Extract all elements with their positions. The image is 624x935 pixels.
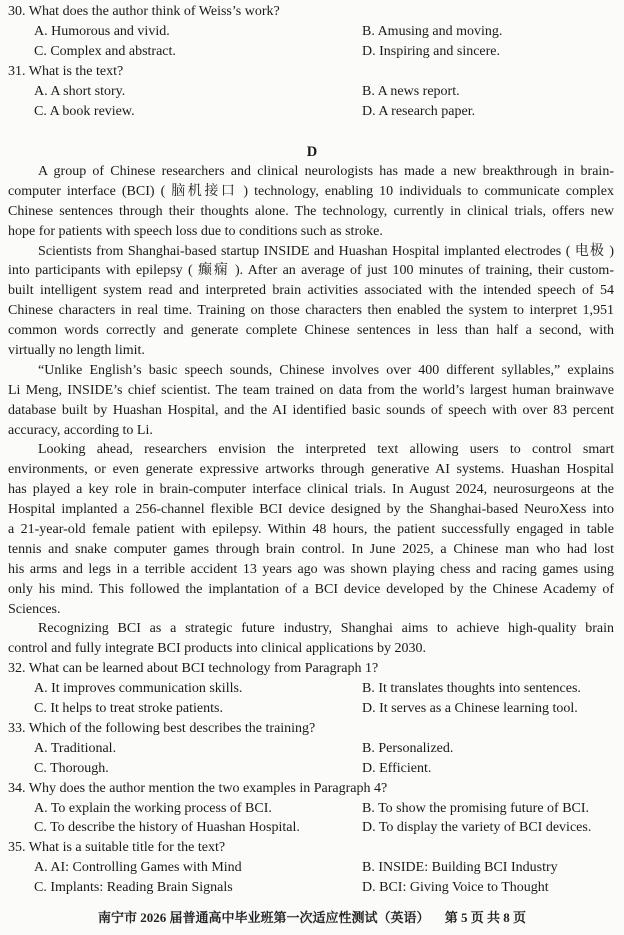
option-row	[0, 22, 624, 42]
answer-option: A. To explain the working process of BCI.	[34, 800, 272, 816]
answer-option: B. Personalized.	[362, 740, 454, 756]
passage-paragraph	[0, 440, 624, 619]
paragraph-line: Sciences.	[8, 601, 61, 617]
paragraph-line: into participants with epilepsy ( 癫痫 ). After an average of just 100 minutes of training, their custom-	[8, 263, 614, 279]
answer-option: C. It helps to treat stroke patients.	[34, 701, 223, 717]
answer-option: D. Efficient.	[362, 760, 432, 776]
paragraph-line: virtually no length limit.	[8, 343, 145, 359]
answer-option: B. A news report.	[362, 84, 460, 99]
answer-option: D. A research paper.	[362, 104, 476, 119]
answer-option: B. Amusing and moving.	[362, 24, 503, 39]
answer-option: D. Inspiring and sincere.	[362, 44, 501, 59]
paragraph-line: tennis and snake computer games through brain control. In June 2025, a Chinese man who had lost	[8, 541, 614, 557]
paragraph-line: hope for patients with speech loss due to conditions such as stroke.	[8, 223, 383, 239]
answer-option: A. A short story.	[34, 84, 126, 99]
paragraph-line: his arms and legs in a terrible accident 13 years ago was shown playing chess and racing games using	[8, 561, 614, 577]
question	[0, 779, 624, 839]
passage-paragraph	[0, 361, 624, 441]
answer-option: D. To display the variety of BCI devices.	[362, 820, 592, 836]
option-row	[0, 739, 624, 759]
option-row	[0, 102, 624, 122]
answer-option: C. Thorough.	[34, 760, 109, 776]
paragraph-line: Hospital implanted a 256-channel flexible BCI device designed by the Shanghai-based NeuroXess into	[8, 502, 614, 518]
question-stem: 30. What does the author think of Weiss’s work?	[8, 4, 280, 19]
answer-option: C. Complex and abstract.	[34, 44, 176, 59]
answer-option: A. Humorous and vivid.	[34, 24, 170, 39]
page-info: 第 5 页 共 8 页	[444, 910, 527, 925]
page-footer	[0, 908, 624, 928]
answer-option: A. It improves communication skills.	[34, 681, 243, 697]
question-stem: 31. What is the text?	[8, 64, 124, 79]
paragraph-line: control and fully integrate BCI products into clinical applications by 2030.	[8, 641, 426, 657]
paragraph-line: Scientists from Shanghai-based startup INSIDE and Huashan Hospital implanted electrodes ( 电极 )	[38, 243, 614, 259]
paragraph-line: built intelligent system read and interpreted brain activities associated with the intended speech of 54	[8, 283, 614, 299]
paragraph-line: database built by Huashan Hospital, and the AI identified basic sounds of speech with over 83 percent	[8, 402, 614, 418]
answer-option: C. Implants: Reading Brain Signals	[34, 880, 233, 896]
question	[0, 719, 624, 779]
option-row	[0, 878, 624, 898]
question	[0, 62, 624, 122]
answer-option: C. A book review.	[34, 104, 135, 119]
option-row	[0, 799, 624, 819]
answer-option: A. Traditional.	[34, 740, 117, 756]
question-stem: 35. What is a suitable title for the text?	[8, 840, 226, 856]
answer-option: D. BCI: Giving Voice to Thought	[362, 880, 549, 896]
option-row	[0, 858, 624, 878]
paragraph-line: has played a key role in brain-computer interface clinical trials. In August 2024, neurosurgeons at the	[8, 482, 614, 498]
question-stem: 34. Why does the author mention the two examples in Paragraph 4?	[8, 780, 388, 796]
option-row	[0, 818, 624, 838]
question-stem: 32. What can be learned about BCI technology from Paragraph 1?	[8, 661, 379, 677]
answer-option: B. To show the promising future of BCI.	[362, 800, 590, 816]
option-row	[0, 679, 624, 699]
question	[0, 659, 624, 719]
passage-d-and-questions	[0, 162, 624, 898]
paragraph-line: Looking ahead, researchers envision the interpreted text allowing users to control smart	[38, 442, 614, 458]
paragraph-line: Chinese characters in real time. Training on those characters then enabled the system to interpret 1,951	[8, 303, 614, 319]
answer-option: B. It translates thoughts into sentences.	[362, 681, 581, 697]
exam-title: 南宁市 2026 届普通高中毕业班第一次适应性测试（英语）	[97, 910, 430, 925]
passage-paragraph	[0, 242, 624, 361]
option-row	[0, 82, 624, 102]
paragraph-line: environments, or even generate expressive artworks through generative AI systems. Huashan Hospital	[8, 462, 614, 478]
questions-30-31	[0, 2, 624, 122]
paragraph-line: Recognizing BCI as a strategic future industry, Shanghai aims to achieve high-quality brain	[38, 621, 614, 637]
answer-option: C. To describe the history of Huashan Hospital.	[34, 820, 300, 836]
option-row	[0, 699, 624, 719]
paragraph-line: accuracy, according to Li.	[8, 422, 153, 438]
option-row	[0, 759, 624, 779]
paragraph-line: computer interface (BCI) ( 脑机接口 ) technology, enabling 10 individuals to communicate complex	[8, 183, 614, 199]
passage-paragraph	[0, 162, 624, 242]
passage-heading: D	[306, 144, 318, 160]
passage-paragraph	[0, 619, 624, 659]
paragraph-line: a 21-year-old female patient with epilepsy. Within 48 hours, the patient successfully engaged in table	[8, 522, 614, 538]
question	[0, 838, 624, 898]
paragraph-line: Li Meng, INSIDE’s chief scientist. The team trained on data from the world’s largest human brainwave	[8, 382, 614, 398]
paragraph-line: only his mind. This followed the implantation of a BCI device developed by the Chinese Academy of	[8, 581, 614, 597]
question	[0, 2, 624, 62]
paragraph-line: “Unlike English’s basic speech sounds, Chinese involves over 400 different syllables,” explains	[38, 362, 614, 378]
answer-option: A. AI: Controlling Games with Mind	[34, 860, 242, 876]
option-row	[0, 42, 624, 62]
paragraph-line: common words correctly and generate complete Chinese sentences in less than half a second, with	[8, 323, 614, 339]
paragraph-line: A group of Chinese researchers and clinical neurologists has made a new breakthrough in brain-	[38, 164, 614, 179]
paragraph-line: Chinese sentences through their thoughts alone. The technology, currently in clinical trials, offers new	[8, 203, 614, 219]
question-stem: 33. Which of the following best describes the training?	[8, 720, 316, 736]
answer-option: D. It serves as a Chinese learning tool.	[362, 701, 578, 717]
answer-option: B. INSIDE: Building BCI Industry	[362, 860, 558, 876]
